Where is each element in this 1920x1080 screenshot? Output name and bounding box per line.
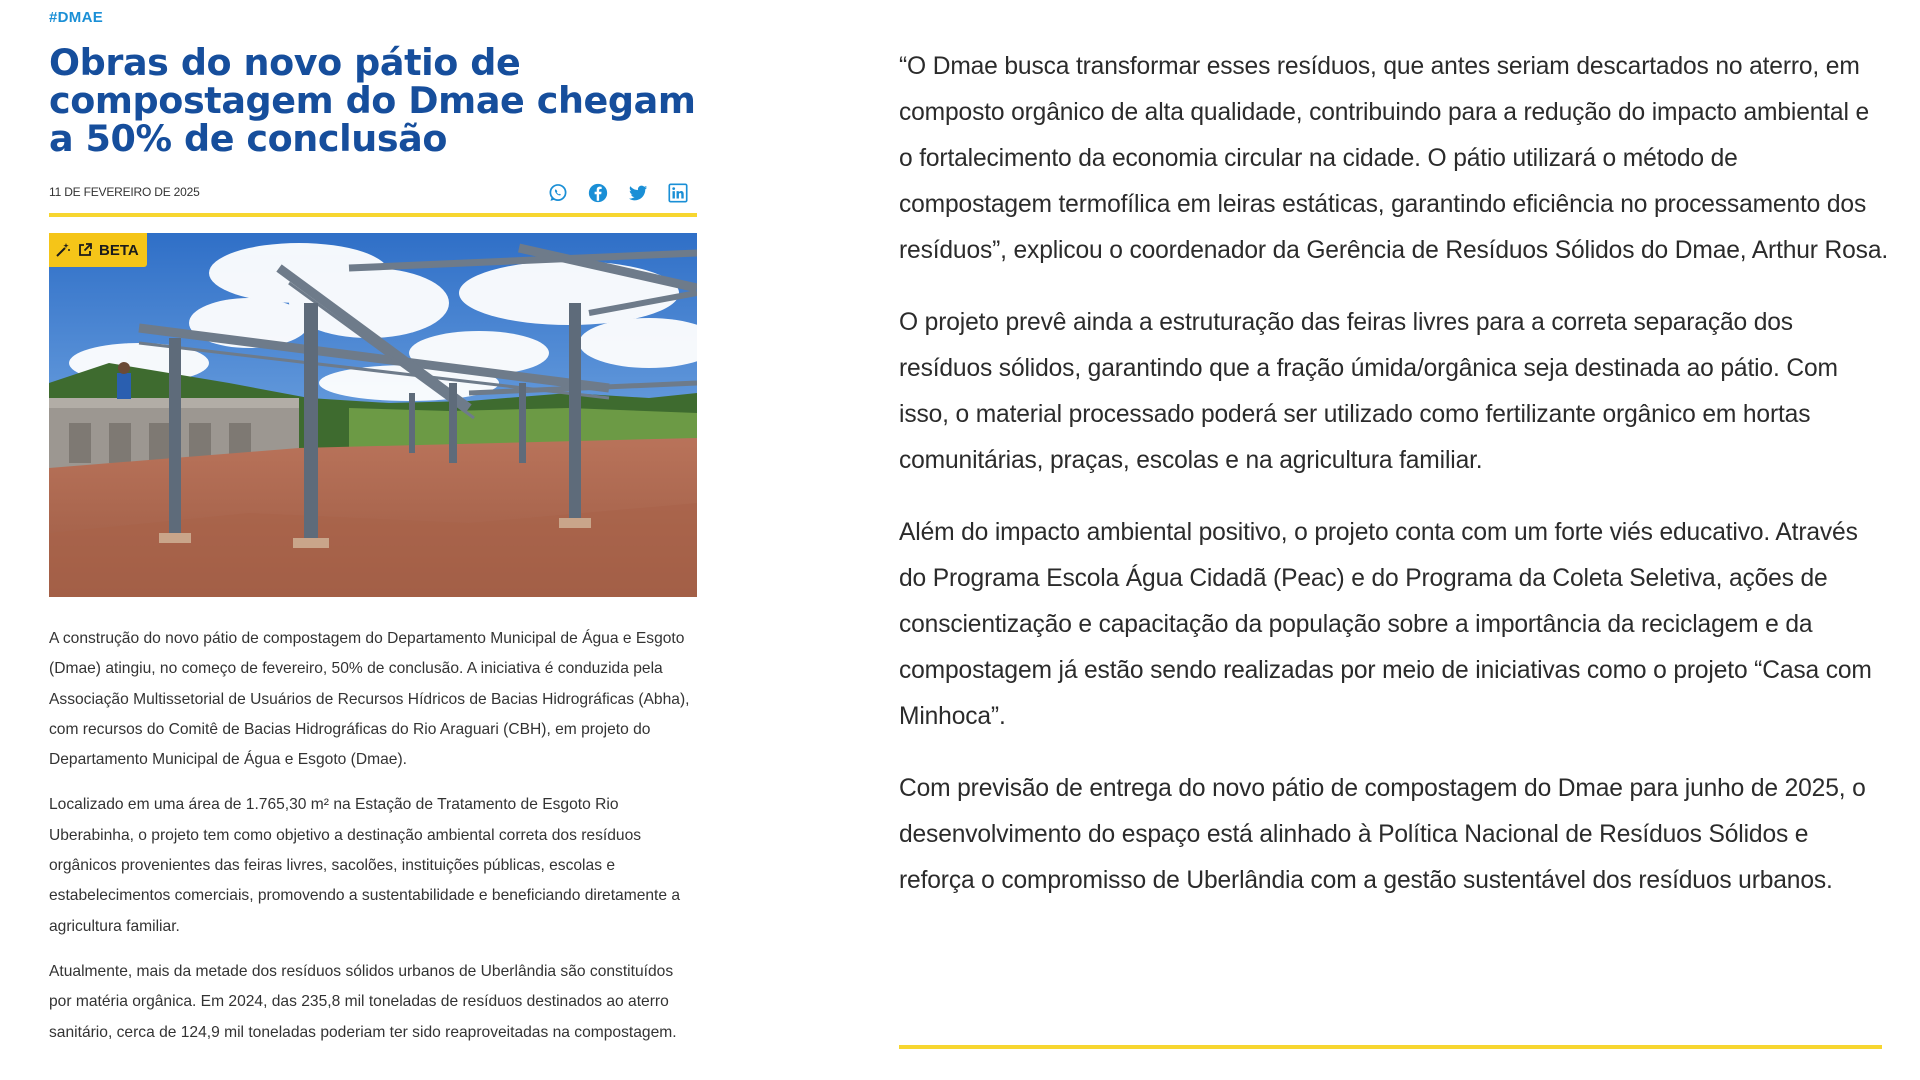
publish-date: 11 DE FEVEREIRO DE 2025 — [49, 185, 200, 199]
paragraph: O projeto prevê ainda a estruturação das feiras livres para a correta separação dos resíduos sólidos, garantindo que a fração úmida/orgânica seja destinada ao pátio. Com isso, o material processado poderá ser utilizado como fertilizante orgânico em hortas comunitárias, praças, escolas e na agricultura familiar. — [899, 309, 1838, 474]
beta-label: BETA — [99, 241, 139, 259]
section-divider — [899, 1045, 1882, 1049]
article-photo — [49, 233, 697, 597]
paragraph: Atualmente, mais da metade dos resíduos sólidos urbanos de Uberlândia são constituídos por matéria orgânica. Em 2024, das 235,8 mil toneladas de resíduos destinados ao aterro sanitário, cerca de 124,9 mil toneladas poderiam ter sido reaproveitadas na compostagem. — [49, 962, 677, 1041]
paragraph: Com previsão de entrega do novo pátio de compostagem do Dmae para junho de 2025, o desenvolvimento do espaço está alinhado à Política Nacional de Resíduos Sólidos e reforça o compromisso de Uberlândia com a gestão sustentável dos resíduos urbanos. — [899, 775, 1866, 894]
magic-wand-icon — [55, 242, 71, 258]
paragraph: Além do impacto ambiental positivo, o projeto conta com um forte viés educativo. Através do Programa Escola Água Cidadã (Peac) e do Programa da Coleta Seletiva, ações de conscientização e capacitação da população sobre a importância da reciclagem e da compostagem já estão sendo realizadas por meio de iniciativas como o projeto “Casa com Minhoca”. — [899, 519, 1872, 730]
share-buttons — [547, 182, 689, 204]
linkedin-icon — [667, 182, 689, 204]
image-tools-badge[interactable] — [49, 233, 147, 267]
article-meta-row — [49, 176, 697, 217]
article-body-right — [899, 44, 1889, 930]
whatsapp-icon — [547, 182, 569, 204]
paragraph: A construção do novo pátio de compostagem do Departamento Municipal de Água e Esgoto (Dmae) atingiu, no começo de fevereiro, 50% de conclusão. A iniciativa é conduzida pela Associação Multissetorial de Usuários de Recursos Hídricos de Bacias Hidrográficas (Abha), com recursos do Comitê de Bacias Hidrográficas do Rio Araguari (CBH), em projeto do Departamento Municipal de Água e Esgoto (Dmae). — [49, 630, 690, 769]
article-title: Obras do novo pátio de compostagem do Dmae chegam a 50% de conclusão — [49, 41, 696, 160]
paragraph: “O Dmae busca transformar esses resíduos, que antes seriam descartados no aterro, em composto orgânico de alta qualidade, contribuindo para a redução do impacto ambiental e o fortalecimento da economia circular na cidade. O pátio utilizará o método de compostagem termofílica em leiras estáticas, garantindo eficiência no processamento dos resíduos”, explicou o coordenador da Gerência de Resíduos Sólidos do Dmae, Arthur Rosa. — [899, 53, 1889, 264]
share-linkedin-button[interactable] — [667, 182, 689, 204]
facebook-icon — [587, 182, 609, 204]
construction-photo-illustration — [49, 233, 697, 597]
share-facebook-button[interactable] — [587, 182, 609, 204]
paragraph: Localizado em uma área de 1.765,30 m² na Estação de Tratamento de Esgoto Rio Uberabinha, o projeto tem como objetivo a destinação ambiental correta dos resíduos orgânicos provenientes das feiras livres, sacolões, instituições públicas, escolas e estabelecimentos comerciais, promovendo a sustentabilidade e beneficiando diretamente a agricultura familiar. — [49, 796, 681, 935]
twitter-icon — [627, 182, 649, 204]
share-whatsapp-button[interactable] — [547, 182, 569, 204]
external-link-icon — [77, 242, 93, 258]
share-twitter-button[interactable] — [627, 182, 649, 204]
article-body-left — [49, 624, 697, 1063]
category-tag-link[interactable]: #DMAE — [49, 9, 104, 26]
